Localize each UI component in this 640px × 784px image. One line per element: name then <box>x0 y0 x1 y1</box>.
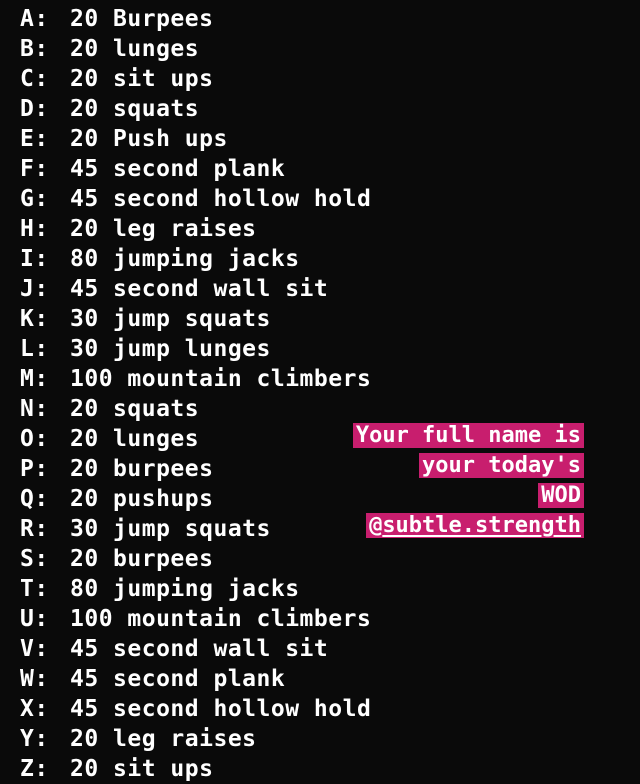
list-item <box>20 244 371 274</box>
item-exercise: 20 sit ups <box>70 756 214 782</box>
list-item <box>20 514 371 544</box>
item-exercise: 30 jump lunges <box>70 336 271 362</box>
item-exercise: 80 jumping jacks <box>70 576 300 602</box>
mention-tag[interactable] <box>366 513 584 538</box>
list-item <box>20 34 371 64</box>
list-item <box>20 544 371 574</box>
item-exercise: 20 leg raises <box>70 216 257 242</box>
item-exercise: 20 Push ups <box>70 126 228 152</box>
list-item <box>20 394 371 424</box>
list-item <box>20 154 371 184</box>
story-caption-overlay <box>353 421 584 541</box>
list-item <box>20 94 371 124</box>
item-letter: O: <box>20 426 49 452</box>
list-item <box>20 334 371 364</box>
item-letter: Q: <box>20 486 49 512</box>
item-exercise: 20 lunges <box>70 36 200 62</box>
at-sign: @ <box>369 513 383 538</box>
item-letter: X: <box>20 696 49 722</box>
item-letter: C: <box>20 66 49 92</box>
caption-line <box>353 481 584 511</box>
item-exercise: 20 leg raises <box>70 726 257 752</box>
caption-line <box>353 451 584 481</box>
item-letter: U: <box>20 606 49 632</box>
list-item <box>20 4 371 34</box>
caption-text: your today's <box>419 453 584 478</box>
item-exercise: 30 jump squats <box>70 306 271 332</box>
list-item <box>20 214 371 244</box>
item-exercise: 100 mountain climbers <box>70 606 372 632</box>
list-item <box>20 754 371 784</box>
list-item <box>20 574 371 604</box>
item-letter: S: <box>20 546 49 572</box>
list-item <box>20 484 371 514</box>
list-item <box>20 604 371 634</box>
item-exercise: 20 Burpees <box>70 6 214 32</box>
list-item <box>20 124 371 154</box>
item-exercise: 30 jump squats <box>70 516 271 542</box>
item-letter: L: <box>20 336 49 362</box>
item-letter: M: <box>20 366 49 392</box>
caption-line <box>353 421 584 451</box>
item-exercise: 45 second plank <box>70 156 286 182</box>
item-letter: A: <box>20 6 49 32</box>
caption-line <box>353 511 584 541</box>
list-item <box>20 694 371 724</box>
list-item <box>20 64 371 94</box>
item-letter: V: <box>20 636 49 662</box>
caption-text: Your full name is <box>353 423 584 448</box>
list-item <box>20 274 371 304</box>
list-item <box>20 634 371 664</box>
item-exercise: 20 sit ups <box>70 66 214 92</box>
item-letter: K: <box>20 306 49 332</box>
list-item <box>20 364 371 394</box>
item-exercise: 20 burpees <box>70 546 214 572</box>
list-item <box>20 664 371 694</box>
item-exercise: 20 pushups <box>70 486 214 512</box>
caption-text: WOD <box>538 483 584 508</box>
item-letter: R: <box>20 516 49 542</box>
item-exercise: 20 squats <box>70 396 200 422</box>
item-letter: Y: <box>20 726 49 752</box>
item-letter: N: <box>20 396 49 422</box>
item-exercise: 100 mountain climbers <box>70 366 372 392</box>
account-handle: subtle.strength <box>382 513 581 538</box>
item-exercise: 45 second hollow hold <box>70 696 372 722</box>
item-exercise: 80 jumping jacks <box>70 246 300 272</box>
item-exercise: 45 second hollow hold <box>70 186 372 212</box>
item-letter: W: <box>20 666 49 692</box>
list-item <box>20 724 371 754</box>
list-item <box>20 304 371 334</box>
item-letter: E: <box>20 126 49 152</box>
item-exercise: 20 burpees <box>70 456 214 482</box>
item-exercise: 20 squats <box>70 96 200 122</box>
item-letter: I: <box>20 246 49 272</box>
item-letter: D: <box>20 96 49 122</box>
item-letter: J: <box>20 276 49 302</box>
item-letter: P: <box>20 456 49 482</box>
list-item <box>20 184 371 214</box>
item-letter: Z: <box>20 756 49 782</box>
item-letter: F: <box>20 156 49 182</box>
item-letter: G: <box>20 186 49 212</box>
item-exercise: 20 lunges <box>70 426 200 452</box>
item-letter: T: <box>20 576 49 602</box>
item-exercise: 45 second plank <box>70 666 286 692</box>
item-exercise: 45 second wall sit <box>70 276 329 302</box>
list-item <box>20 424 371 454</box>
item-exercise: 45 second wall sit <box>70 636 329 662</box>
workout-list <box>20 4 371 784</box>
item-letter: H: <box>20 216 49 242</box>
list-item <box>20 454 371 484</box>
item-letter: B: <box>20 36 49 62</box>
